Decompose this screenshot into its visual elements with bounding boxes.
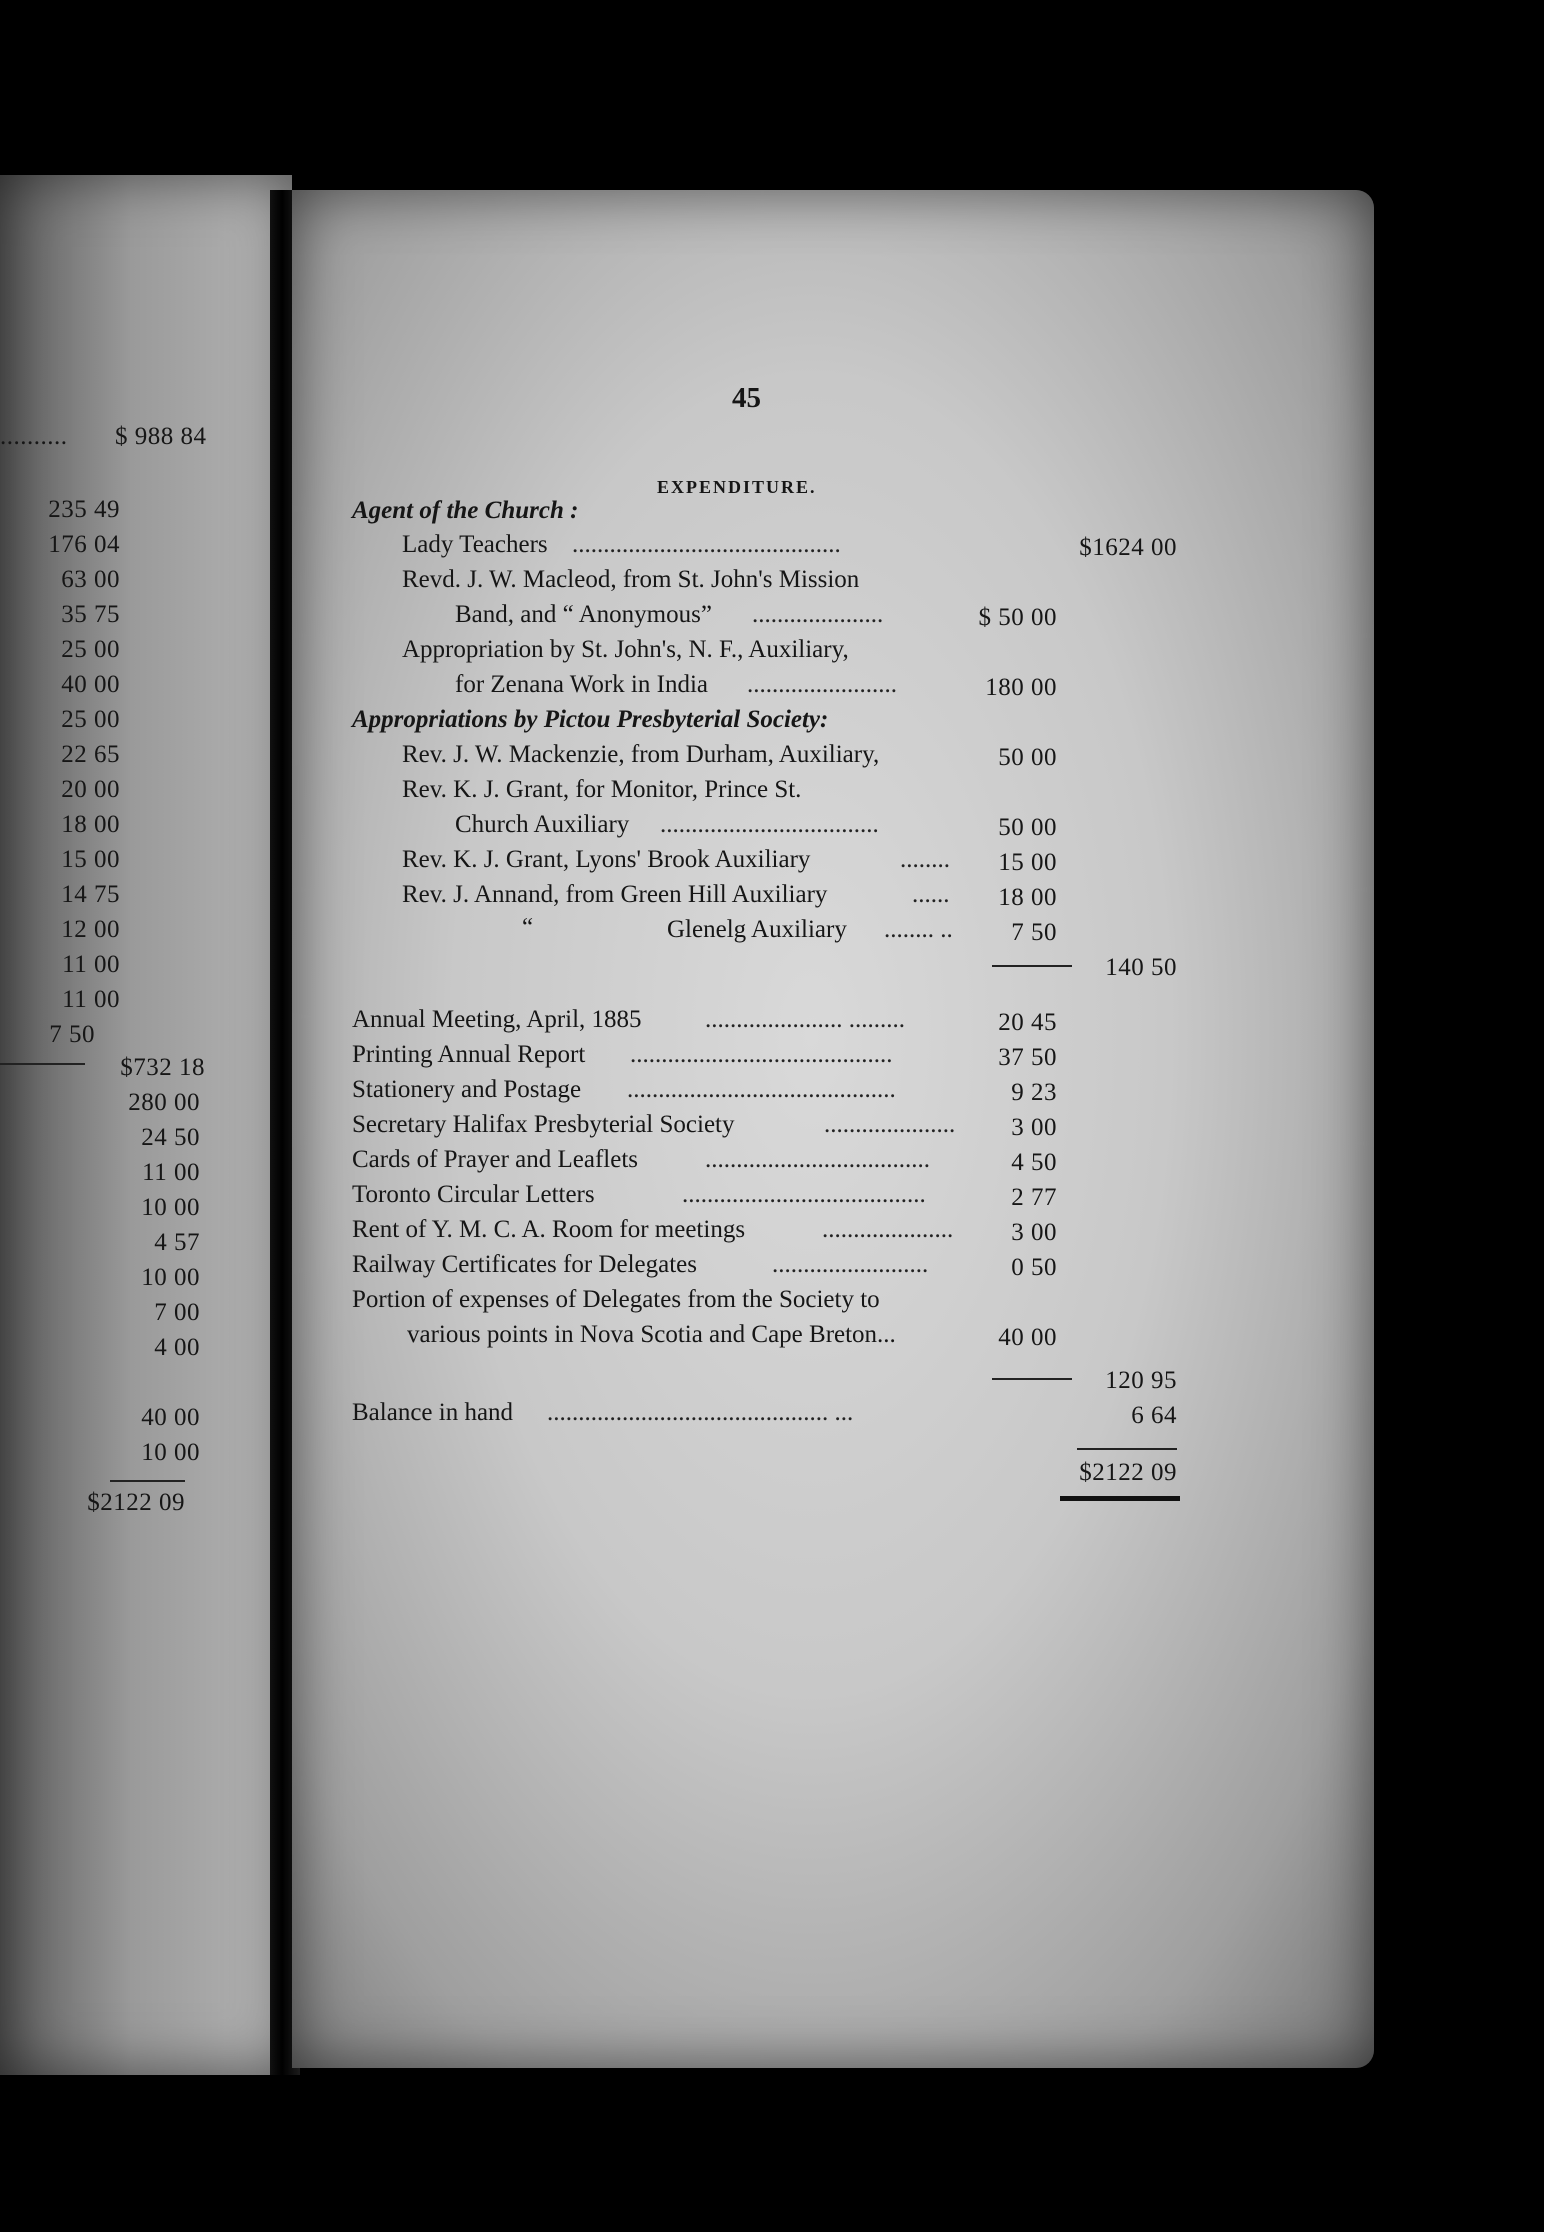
left-amount: 14 75 [61, 881, 120, 908]
leader-dots: ................................... [660, 811, 879, 838]
item-label: Annual Meeting, April, 1885 [352, 1006, 642, 1033]
total-rule [110, 1480, 185, 1482]
item-label: Appropriation by St. John's, N. F., Auxiliary, [402, 636, 849, 663]
left-amount: 40 00 [141, 1404, 200, 1431]
item-amount: 7 50 [1011, 919, 1057, 946]
item-label: Rent of Y. M. C. A. Room for meetings [352, 1216, 746, 1243]
item-label: Railway Certificates for Delegates [352, 1251, 697, 1278]
leader-dots: ........................................... [627, 1076, 896, 1103]
left-page [0, 175, 292, 2075]
left-amount: 63 00 [61, 566, 120, 593]
item-amount: 180 00 [985, 674, 1057, 701]
left-amount: 7 50 [49, 1021, 95, 1048]
leader-dots: ........................ [747, 671, 897, 698]
item-label: Rev. K. J. Grant, for Monitor, Prince St. [402, 776, 802, 803]
left-amount: 40 00 [61, 671, 120, 698]
leader-dots: ....................................... [682, 1181, 926, 1208]
subtotal-rule [992, 1378, 1072, 1380]
item-amount: 50 00 [998, 814, 1057, 841]
item-label: Cards of Prayer and Leaflets [352, 1146, 638, 1173]
left-amount: 24 50 [141, 1124, 200, 1151]
item-label: Rev. J. W. Mackenzie, from Durham, Auxiliary, [402, 741, 880, 768]
pictou-total: 140 50 [1105, 954, 1177, 981]
item-label: Rev. J. Annand, from Green Hill Auxiliary [402, 881, 828, 908]
item-amount: $1624 00 [1079, 534, 1177, 561]
item-amount: $ 50 00 [978, 604, 1057, 631]
left-amount: 11 00 [62, 986, 120, 1013]
leader-dots: ..................... [824, 1111, 956, 1138]
right-grand-total: $2122 09 [1079, 1459, 1177, 1486]
item-amount: 37 50 [998, 1044, 1057, 1071]
left-amount: 12 00 [61, 916, 120, 943]
leader-dots: ......................... [772, 1251, 929, 1278]
leader-dots: ........ [900, 846, 950, 873]
pictou-heading: Appropriations by Pictou Presbyterial Society: [352, 706, 829, 733]
page-number: 45 [732, 382, 761, 414]
left-subtotal: $732 18 [120, 1054, 205, 1081]
item-label: for Zenana Work in India [455, 671, 708, 698]
leader-dots: .......... [0, 423, 68, 450]
item-label: Printing Annual Report [352, 1041, 586, 1068]
item-amount: 4 50 [1011, 1149, 1057, 1176]
item-label: Church Auxiliary [455, 811, 630, 838]
left-amount: 35 75 [61, 601, 120, 628]
right-page [292, 190, 1374, 2068]
left-amount: 25 00 [61, 706, 120, 733]
item-label: Toronto Circular Letters [352, 1181, 595, 1208]
item-amount: 50 00 [998, 744, 1057, 771]
left-amount: 10 00 [141, 1264, 200, 1291]
left-amount: 22 65 [61, 741, 120, 768]
left-amount: 176 04 [48, 531, 120, 558]
left-amount: 280 00 [128, 1089, 200, 1116]
item-amount: 3 00 [1011, 1219, 1057, 1246]
item-label: Lady Teachers [402, 531, 548, 558]
left-amount: 235 49 [48, 496, 120, 523]
agent-heading: Agent of the Church : [352, 497, 579, 524]
item-amount: 20 45 [998, 1009, 1057, 1036]
item-amount: 3 00 [1011, 1114, 1057, 1141]
section-heading: EXPENDITURE. [657, 477, 817, 497]
leader-dots: ..................... [752, 601, 884, 628]
item-amount: 0 50 [1011, 1254, 1057, 1281]
subtotal-rule [0, 1063, 85, 1065]
left-amount: 18 00 [61, 811, 120, 838]
item-label: Balance in hand [352, 1399, 514, 1426]
left-amount: 4 57 [154, 1229, 200, 1256]
leader-dots: ...................... ......... [705, 1006, 905, 1033]
leader-dots: ........ .. [884, 916, 953, 943]
item-label: Portion of expenses of Delegates from the Society to [352, 1286, 880, 1313]
left-grand-total: $2122 09 [87, 1489, 185, 1516]
left-amount: 10 00 [141, 1194, 200, 1221]
left-amount: 20 00 [61, 776, 120, 803]
left-amount: 25 00 [61, 636, 120, 663]
item-amount: 18 00 [998, 884, 1057, 911]
item-label: Glenelg Auxiliary [667, 916, 847, 943]
carried-total: $ 988 84 [115, 423, 207, 450]
leader-dots: ...... [912, 881, 950, 908]
subtotal-rule [992, 965, 1072, 967]
other-total: 120 95 [1105, 1367, 1177, 1394]
item-amount: 40 00 [998, 1324, 1057, 1351]
left-amount: 4 00 [154, 1334, 200, 1361]
item-amount: 2 77 [1011, 1184, 1057, 1211]
leader-dots: ..................... [822, 1216, 954, 1243]
double-rule [1060, 1496, 1180, 1501]
leader-dots: ............................................. ... [547, 1399, 854, 1426]
left-amount: 7 00 [154, 1299, 200, 1326]
item-label: Stationery and Postage [352, 1076, 582, 1103]
left-amount: 11 00 [142, 1159, 200, 1186]
left-amount: 10 00 [141, 1439, 200, 1466]
left-amount: 15 00 [61, 846, 120, 873]
ditto-mark: “ [522, 914, 534, 941]
item-amount: 15 00 [998, 849, 1057, 876]
total-rule [1077, 1448, 1177, 1450]
item-label: Rev. K. J. Grant, Lyons' Brook Auxiliary [402, 846, 811, 873]
item-label: Band, and “ Anonymous” [455, 601, 712, 628]
leader-dots: .................................... [705, 1146, 930, 1173]
item-amount: 9 23 [1011, 1079, 1057, 1106]
leader-dots: ........................................... [572, 531, 841, 558]
left-amount: 11 00 [62, 951, 120, 978]
balance-amount: 6 64 [1131, 1402, 1177, 1429]
leader-dots: .......................................... [630, 1041, 893, 1068]
item-label: Secretary Halifax Presbyterial Society [352, 1111, 735, 1138]
item-label: Revd. J. W. Macleod, from St. John's Mission [402, 566, 860, 593]
item-label: various points in Nova Scotia and Cape Breton... [407, 1321, 896, 1348]
